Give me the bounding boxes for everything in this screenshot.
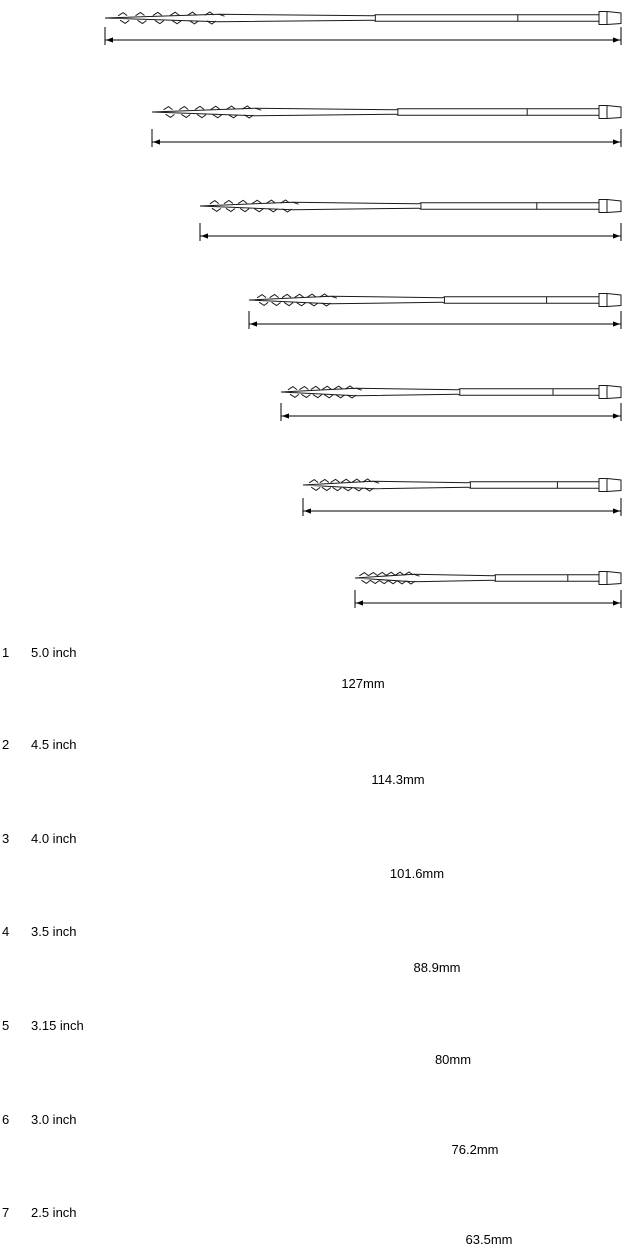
needle-illustration [249, 294, 621, 307]
row-size-label: 2.5 inch [31, 1205, 77, 1220]
row-index: 3 [2, 831, 10, 846]
row-index: 6 [2, 1112, 10, 1127]
needle-illustration [105, 12, 621, 25]
dimension-line [105, 27, 621, 45]
row-size-label: 4.0 inch [31, 831, 77, 846]
row-size-label: 5.0 inch [31, 645, 77, 660]
needle-illustration [303, 479, 621, 492]
row-size-label: 4.5 inch [31, 737, 77, 752]
dimension-label: 114.3mm [371, 772, 425, 787]
dimension-line [281, 403, 621, 421]
needle-illustration [355, 572, 621, 585]
dimension-line [200, 223, 621, 241]
dimension-label: 127mm [341, 676, 385, 691]
dimension-label: 80mm [434, 1052, 472, 1067]
dimension-label: 101.6mm [389, 866, 445, 881]
needle-illustration [200, 200, 621, 213]
dimension-line [152, 129, 621, 147]
needle-illustration [281, 386, 621, 399]
row-size-label: 3.0 inch [31, 1112, 77, 1127]
row-index: 7 [2, 1205, 10, 1220]
dimension-line [249, 311, 621, 329]
row-index: 5 [2, 1018, 10, 1033]
needle-illustration [152, 106, 621, 119]
dimension-label: 63.5mm [465, 1232, 513, 1247]
dimension-line [303, 498, 621, 516]
row-index: 4 [2, 924, 10, 939]
dimension-label: 88.9mm [413, 960, 461, 975]
row-index: 1 [2, 645, 10, 660]
dimension-line [355, 590, 621, 608]
row-index: 2 [2, 737, 10, 752]
row-size-label: 3.15 inch [31, 1018, 84, 1033]
dimension-label: 76.2mm [451, 1142, 499, 1157]
row-size-label: 3.5 inch [31, 924, 77, 939]
